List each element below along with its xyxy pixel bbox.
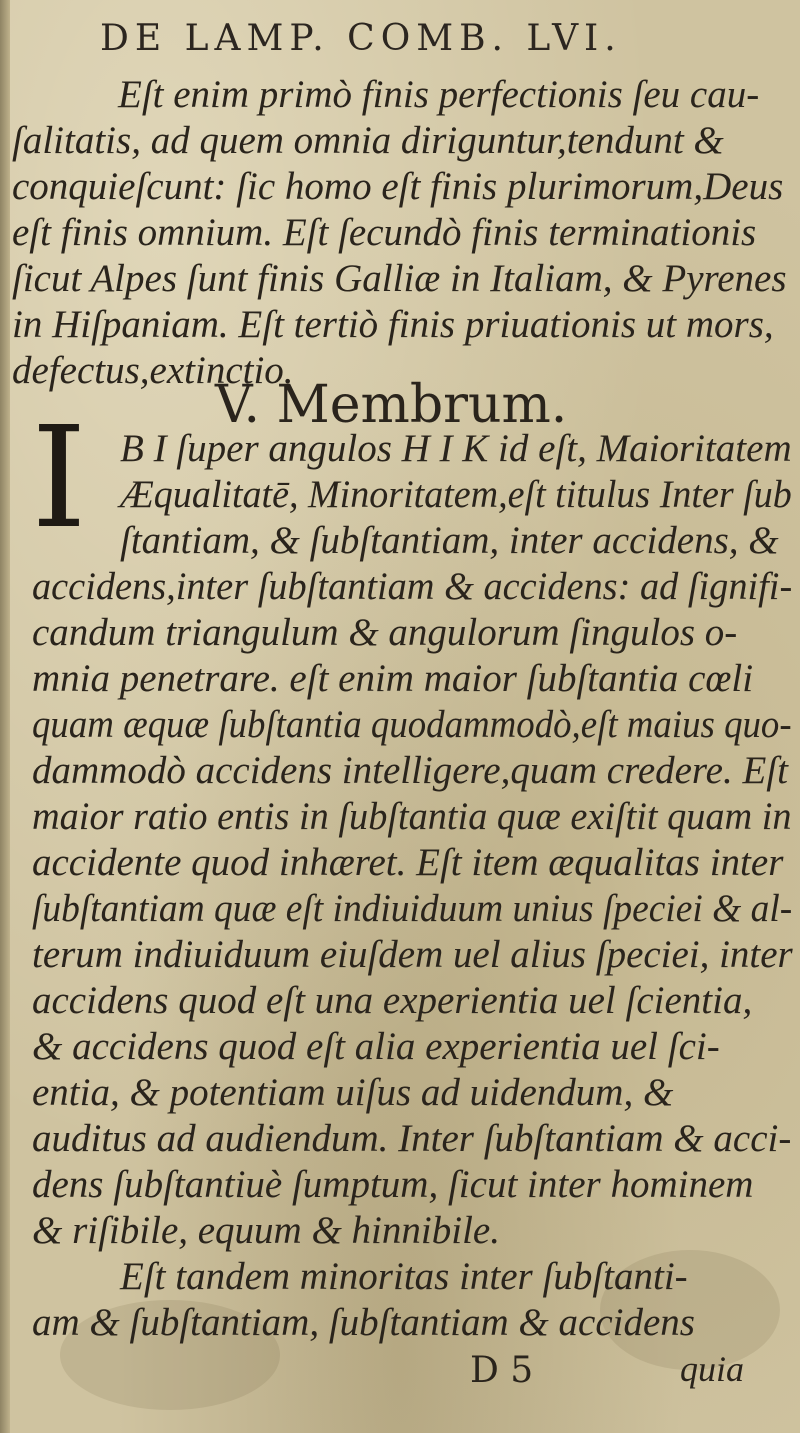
drop-cap: I — [31, 397, 87, 560]
text-line: accidens,inter ſubſtantiam & accidens: ad ſignifi- — [32, 565, 793, 608]
text-line: am & ſubſtantiam, ſubſtantiam & accidens — [32, 1301, 695, 1344]
text-line: accidens quod eſt una experientia uel ſcientia, — [32, 979, 753, 1022]
text-line: ſalitatis, ad quem omnia diriguntur,tendunt & — [12, 119, 724, 162]
page-edge — [0, 0, 10, 1433]
text-line: B I ſuper angulos H I K id eſt, Maioritatem — [120, 427, 792, 470]
signature-mark: D 5 — [470, 1350, 534, 1391]
text-line: auditus ad audiendum. Inter ſubſtantiam & acci- — [32, 1117, 792, 1160]
text-line: quam æquæ ſubſtantia quodammodò,eſt maius quo- — [32, 703, 792, 746]
text-line: in Hiſpaniam. Eſt tertiò finis priuationis ut mors, — [12, 303, 774, 346]
text-line: dens ſubſtantiuè ſumptum, ſicut inter hominem — [32, 1163, 754, 1206]
text-line: accidente quod inhæret. Eſt item æqualitas inter — [32, 841, 784, 884]
running-title: DE LAMP. COMB. LVI. — [100, 18, 622, 59]
section-heading: V. Membrum. — [215, 375, 568, 435]
catchword: quia — [680, 1349, 745, 1389]
text-line: Eſt tandem minoritas inter ſubſtanti- — [120, 1255, 688, 1298]
text-line: candum triangulum & angulorum ſingulos o- — [32, 611, 738, 654]
text-line: maior ratio entis in ſubſtantia quæ exiſtit quam in — [32, 795, 792, 838]
text-line: mnia penetrare. eſt enim maior ſubſtantia cœli — [32, 657, 754, 700]
text-line: Æqualitatē, Minoritatem,eſt titulus Inter ſub — [120, 473, 792, 516]
text-line: & accidens quod eſt alia experientia uel ſci- — [32, 1025, 720, 1068]
text-line: eſt finis omnium. Eſt ſecundò finis terminationis — [12, 211, 757, 254]
text-line: ſtantiam, & ſubſtantiam, inter accidens, & — [120, 519, 779, 562]
text-line: defectus,extinctio. — [12, 349, 294, 392]
text-line: terum indiuiduum eiuſdem uel alius ſpeciei, inter — [32, 933, 793, 976]
text-line: conquieſcunt: ſic homo eſt finis plurimorum,Deus — [12, 165, 784, 208]
text-line: ſubſtantiam quæ eſt indiuiduum unius ſpeciei & al- — [32, 887, 793, 930]
text-line: Eſt enim primò finis perfectionis ſeu cau- — [118, 73, 760, 116]
text-line: ſicut Alpes ſunt finis Galliæ in Italiam, & Pyrenes — [12, 257, 787, 300]
text-line: dammodò accidens intelligere,quam credere. Eſt — [32, 749, 788, 792]
text-line: & riſibile, equum & hinnibile. — [32, 1209, 500, 1252]
text-line: entia, & potentiam uiſus ad uidendum, & — [32, 1071, 674, 1114]
